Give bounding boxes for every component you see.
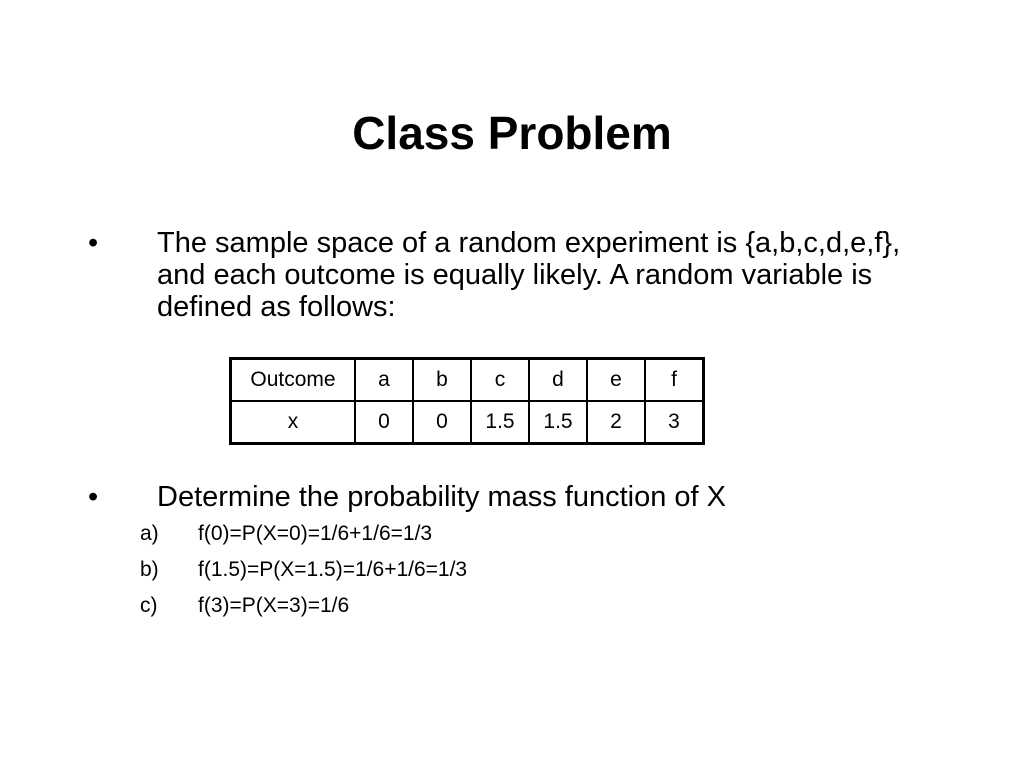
- table-cell: 3: [645, 401, 704, 444]
- subitem-label: b): [140, 558, 159, 581]
- bullet-text-problem-statement: The sample space of a random experiment is {a,b,c,d,e,f}, and each outcome is equally likely. A random variable is defined as follows:: [157, 227, 901, 323]
- bullet-marker: •: [88, 227, 99, 259]
- table-row-outcome: [231, 359, 704, 402]
- table-row-x: [231, 401, 704, 444]
- table-cell: 1.5: [471, 401, 529, 444]
- table-cell: 2: [587, 401, 645, 444]
- table-cell: x: [231, 401, 356, 444]
- subitem-label: a): [140, 522, 159, 545]
- table-cell: 0: [355, 401, 413, 444]
- table-cell: 1.5: [529, 401, 587, 444]
- table-cell: c: [471, 359, 529, 402]
- slide-title: Class Problem: [352, 107, 672, 159]
- table-cell: e: [587, 359, 645, 402]
- table-cell: f: [645, 359, 704, 402]
- table-cell: 0: [413, 401, 471, 444]
- subitem-text: f(0)=P(X=0)=1/6+1/6=1/3: [198, 522, 433, 545]
- outcome-table: [229, 357, 705, 445]
- bullet-text-pmf-question: Determine the probability mass function of X: [157, 481, 726, 513]
- subitem-label: c): [140, 594, 158, 617]
- table-cell: a: [355, 359, 413, 402]
- table-cell: Outcome: [231, 359, 356, 402]
- subitem-text: f(1.5)=P(X=1.5)=1/6+1/6=1/3: [198, 558, 468, 581]
- bullet-marker: •: [88, 481, 99, 513]
- table-cell: b: [413, 359, 471, 402]
- subitem-text: f(3)=P(X=3)=1/6: [198, 594, 350, 617]
- table-cell: d: [529, 359, 587, 402]
